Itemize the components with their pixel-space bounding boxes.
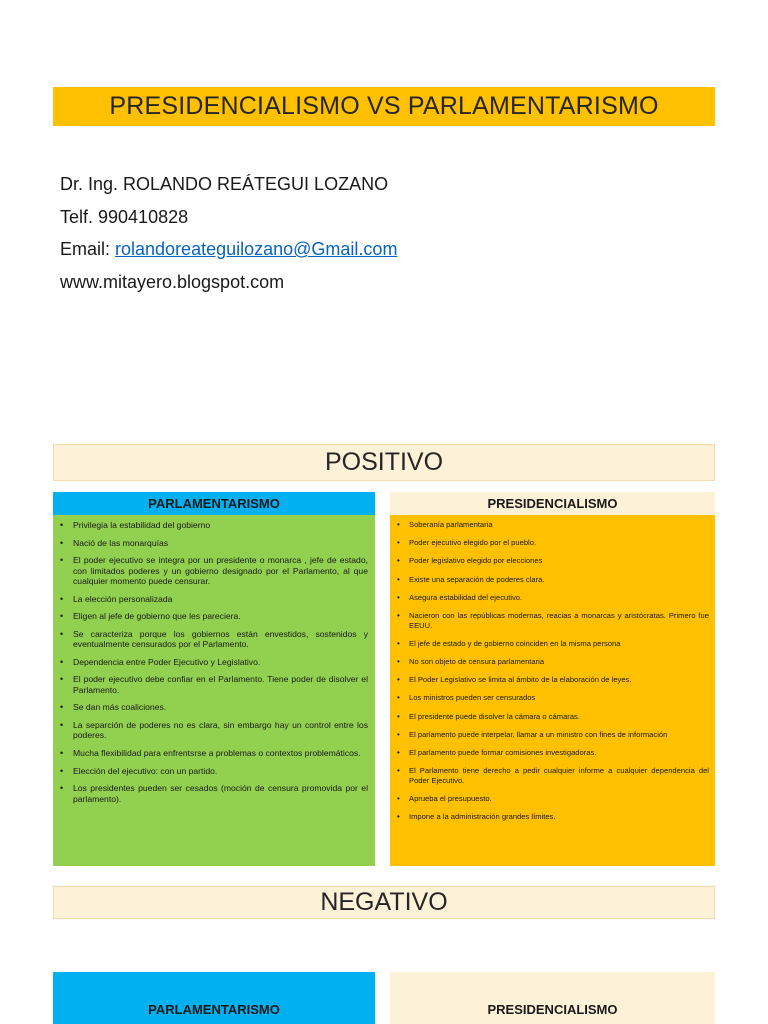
- list-item: • Eligen al jefe de gobierno que les pareciera.: [57, 611, 368, 621]
- list-item: • La elección personalizada: [57, 594, 368, 604]
- email-link[interactable]: rolandoreateguilozano@Gmail.com: [115, 239, 398, 259]
- list-item: • El parlamento puede interpelar, llamar a un ministro con fines de información: [393, 730, 709, 740]
- list-item: • Impone a la administración grandes límites.: [393, 812, 709, 822]
- contact-block: [60, 168, 397, 298]
- negativo-parlamentarismo-header: [53, 972, 375, 1024]
- list-item: • El poder ejecutivo se integra por un presidente o monarca , jefe de estado, con limitados poderes y un gobierno designado por el Parlamento, al que cualquier momento puede censurar.: [57, 555, 368, 586]
- positivo-heading: POSITIVO: [324, 448, 444, 476]
- positivo-presidencialismo-heading: PRESIDENCIALISMO: [487, 496, 618, 511]
- list-item: • El Poder Legislativo se limita al ámbito de la elaboración de leyes.: [393, 675, 709, 685]
- list-item: • Elección del ejecutivo: con un partido.: [57, 766, 368, 776]
- list-item: • Aprueba el presupuesto.: [393, 794, 709, 804]
- positivo-parlamentarismo-list: [53, 515, 375, 866]
- positivo-presidencialismo-list: [390, 515, 715, 866]
- negativo-heading: NEGATIVO: [320, 888, 448, 916]
- list-item: • Poder legislativo elegido por elecciones: [393, 556, 709, 566]
- positivo-heading-bar: [53, 444, 715, 481]
- email-line: [60, 233, 397, 266]
- list-item: • El poder ejecutivo debe confiar en el Parlamento. Tiene poder de disolver el Parlamento.: [57, 674, 368, 695]
- negativo-heading-bar: [53, 886, 715, 919]
- title-bar: [53, 87, 715, 126]
- positivo-parlamentarismo-heading: PARLAMENTARISMO: [148, 496, 280, 511]
- list-item: • Nació de las monarquías: [57, 538, 368, 548]
- list-item: • Se dan más coaliciones.: [57, 702, 368, 712]
- positivo-presidencialismo-header: [390, 492, 715, 515]
- list-item: • Se caracteriza porque los gobiernos están envestidos, sostenidos y eventualmente censurados por el Parlamento.: [57, 629, 368, 650]
- positivo-parlamentarismo-header: [53, 492, 375, 515]
- list-item: • No son objeto de censura parlamentaria: [393, 657, 709, 667]
- list-item: • Existe una separación de poderes clara.: [393, 575, 709, 585]
- phone-number: Telf. 990410828: [60, 206, 189, 227]
- list-item: • Nacieron con las repúblicas modernas, reacias a monarcas y aristócratas. Primero fue EEUU.: [393, 611, 709, 631]
- list-item: • Mucha flexibilidad para enfrentsrse a problemas o contextos problemáticos.: [57, 748, 368, 758]
- list-item: • Los presidentes pueden ser cesados (moción de censura promovida por el parlamento).: [57, 783, 368, 804]
- list-item: • El presidente puede disolver la cámara o cámaras.: [393, 712, 709, 722]
- author-name: Dr. Ing. ROLANDO REÁTEGUI LOZANO: [60, 174, 389, 194]
- negativo-parlamentarismo-heading: PARLAMENTARISMO: [148, 1002, 280, 1017]
- list-item: • Privilegia la estabilidad del gobierno: [57, 520, 368, 530]
- list-item: • La separción de poderes no es clara, sin embargo hay un control entre los poderes.: [57, 720, 368, 741]
- negativo-presidencialismo-header: [390, 972, 715, 1024]
- list-item: • Poder ejecutivo elegido por el pueblo.: [393, 538, 709, 548]
- list-item: • El parlamento puede formar comisiones investigadoras.: [393, 748, 709, 758]
- negativo-presidencialismo-heading: PRESIDENCIALISMO: [487, 1002, 618, 1017]
- list-item: • Soberanía parlamentaria: [393, 520, 709, 530]
- list-item: • El Parlamento tiene derecho a pedir cualquier informe a cualquier dependencia del Poder Ejecutivo.: [393, 766, 709, 786]
- website-url: www.mitayero.blogspot.com: [60, 271, 285, 292]
- list-item: • Asegura estabilidad del ejecutivo.: [393, 593, 709, 603]
- list-item: • Los ministros pueden ser censurados: [393, 693, 709, 703]
- email-label: Email:: [60, 239, 116, 259]
- list-item: • Dependencia entre Poder Ejecutivo y Legislativo.: [57, 657, 368, 667]
- list-item: • El jefe de estado y de gobierno coinciden en la misma persona: [393, 639, 709, 649]
- page-title: PRESIDENCIALISMO VS PARLAMENTARISMO: [109, 92, 659, 120]
